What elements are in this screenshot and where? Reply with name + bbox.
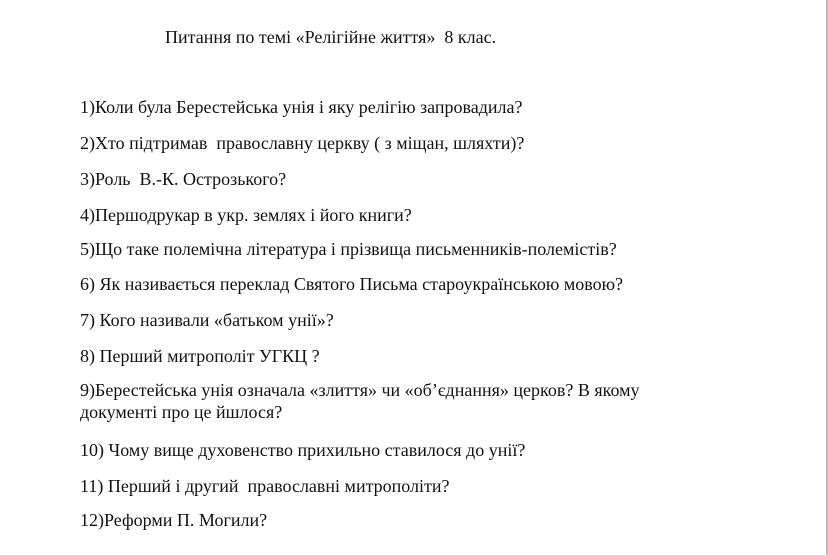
- question-12: 12)Реформи П. Могили?: [80, 510, 268, 530]
- document-title: Питання по темі «Релігійне життя» 8 клас.: [165, 27, 497, 47]
- question-11: 11) Перший і другий православні митрополіти?: [80, 476, 450, 496]
- question-9-line-2: документі про це йшлося?: [80, 402, 283, 422]
- question-5: 5)Що таке полемічна література і прізвища письменників-полемістів?: [80, 239, 617, 259]
- question-10: 10) Чому вище духовенство прихильно ставилося до унії?: [80, 440, 526, 460]
- question-8: 8) Перший митрополіт УГКЦ ?: [80, 346, 320, 366]
- question-4: 4)Першодрукар в укр. землях і його книги?: [80, 205, 412, 225]
- question-1: 1)Коли була Берестейська унія і яку релігію запровадила?: [80, 97, 523, 117]
- question-2: 2)Хто підтримав православну церкву ( з міщан, шляхти)?: [80, 133, 525, 153]
- question-3: 3)Роль В.-К. Острозького?: [80, 169, 287, 189]
- question-6: 6) Як називається переклад Святого Письма староукраїнською мовою?: [80, 274, 624, 294]
- question-9-line-1: 9)Берестейська унія означала «злиття» чи «об’єднання» церков? В якому: [80, 380, 640, 400]
- question-7: 7) Кого називали «батьком унії»?: [80, 310, 334, 330]
